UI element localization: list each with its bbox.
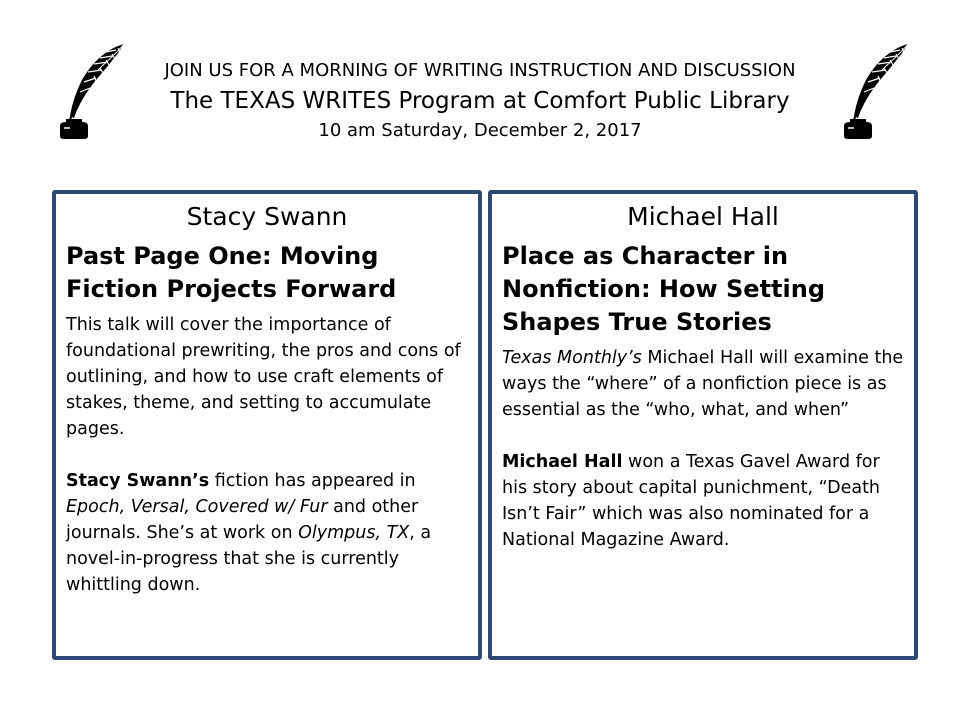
speaker-card-right	[488, 190, 918, 660]
header-tagline: JOIN US FOR A MORNING OF WRITING INSTRUCTION AND DISCUSSION	[164, 60, 796, 81]
header-date-time: 10 am Saturday, December 2, 2017	[318, 120, 642, 141]
description-text: Michael Hall will examine the ways the “where” of a nonfiction piece is as essential as the “who, what, and when”	[502, 348, 904, 420]
speaker-name: Stacy Swann	[186, 202, 348, 231]
talk-description	[502, 345, 904, 423]
bio-name: Stacy Swann’s	[66, 471, 210, 491]
speaker-bio	[502, 449, 904, 553]
header-program-title: The TEXAS WRITES Program at Comfort Public Library	[170, 88, 790, 114]
speaker-card-left	[52, 190, 482, 660]
bio-text: fiction has appeared in	[209, 471, 416, 491]
bio-name: Michael Hall	[502, 452, 623, 472]
bio-text: won a Texas Gavel Award for his story about capital punichment, “Death Isn’t Fair” which was also nominated for a National Magazine Award.	[502, 452, 881, 550]
event-header	[0, 58, 960, 144]
talk-description: This talk will cover the importance of foundational prewriting, the pros and cons of outlining, and how to use craft elements of stakes, theme, and setting to accumulate pages.	[66, 315, 461, 439]
speaker-bio	[66, 468, 468, 598]
bio-novel: Olympus, TX	[298, 523, 410, 543]
talk-title: Past Page One: Moving Fiction Projects Forward	[66, 242, 397, 303]
speaker-name: Michael Hall	[627, 202, 779, 231]
bio-works: Epoch, Versal, Covered w/ Fur	[66, 497, 328, 517]
bio-text: and other journals. She’s at work on	[66, 497, 419, 543]
publication-name: Texas Monthly’s	[502, 348, 642, 368]
talk-title: Place as Character in Nonfiction: How Setting Shapes True Stories	[502, 242, 826, 336]
bio-text: , a novel-in-progress that she is currently whittling down.	[66, 523, 432, 595]
